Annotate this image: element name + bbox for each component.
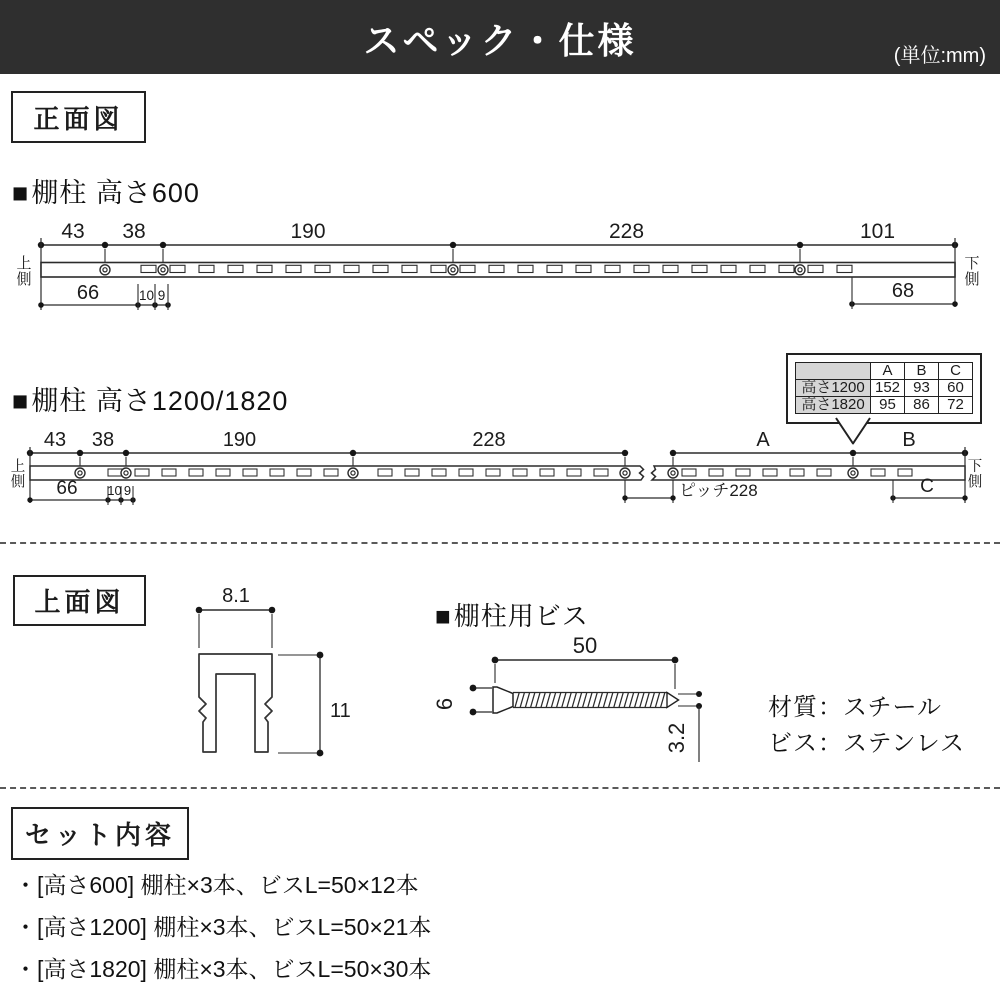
callout-pointer-icon: [833, 416, 873, 446]
dim-line: [531, 693, 535, 708]
dim-label: 190: [290, 220, 326, 243]
dim-line: [562, 693, 566, 708]
dim-dot: [350, 450, 356, 456]
screw-tip: [667, 693, 679, 708]
screw-hole-icon: [451, 268, 455, 272]
slot: [459, 469, 473, 476]
slot: [405, 469, 419, 476]
dim-dot: [622, 495, 627, 500]
dim-dot: [492, 657, 499, 664]
dim-dot: [27, 497, 32, 502]
slot: [170, 265, 185, 272]
slot: [378, 469, 392, 476]
dim-label: 190: [222, 429, 257, 451]
dim-label: 側: [967, 474, 983, 491]
slot: [594, 469, 608, 476]
screw-head: [493, 687, 513, 713]
section-box-top-view: [13, 575, 146, 626]
slot: [663, 265, 678, 272]
dim-line: [588, 693, 592, 708]
dim-line: [629, 693, 633, 708]
slot: [871, 469, 885, 476]
filled-square-icon: ■: [12, 386, 30, 416]
slot: [634, 265, 649, 272]
slot: [763, 469, 777, 476]
dim-label: 66: [76, 282, 100, 304]
dim-line: [541, 693, 545, 708]
filled-square-icon: ■: [435, 601, 452, 631]
slot: [779, 265, 794, 272]
screw-diagram: [420, 630, 780, 770]
slot: [605, 265, 620, 272]
dim-label: 3.2: [664, 722, 689, 754]
dim-label: 側: [964, 271, 980, 288]
slot: [547, 265, 562, 272]
dim-line: [661, 693, 665, 708]
set-contents-label: セット内容: [24, 820, 175, 850]
dim-line: [520, 693, 524, 708]
section-box-front-view: [11, 91, 146, 143]
rail-body: [652, 466, 966, 480]
dim-label: 9: [123, 483, 132, 498]
dim-dot: [317, 750, 324, 757]
table-header-b: B: [905, 363, 939, 380]
slot: [518, 265, 533, 272]
screw-hole-icon: [351, 471, 355, 475]
screw-hole-icon: [78, 471, 82, 475]
slot: [790, 469, 804, 476]
dim-label: 101: [859, 220, 896, 243]
material-line-1: 材質：スチール: [768, 694, 943, 721]
slot: [709, 469, 723, 476]
front-view-label: 正面図: [33, 103, 124, 134]
dim-label: 11: [330, 700, 351, 722]
dim-label: 50: [572, 633, 598, 658]
slot: [432, 469, 446, 476]
slot: [216, 469, 230, 476]
heading-rail600: ■棚柱 高さ600: [12, 178, 200, 208]
dim-label: 9: [157, 288, 166, 303]
dim-label: 38: [91, 429, 115, 451]
dim-dot: [670, 495, 675, 500]
dim-label: 228: [608, 220, 645, 243]
table-header-a: A: [871, 363, 905, 380]
dim-line: [525, 693, 529, 708]
dim-dot: [77, 450, 83, 456]
page-title: スペック・仕様: [363, 20, 637, 61]
dim-line: [551, 693, 555, 708]
screw-hole-icon: [798, 268, 802, 272]
dim-dot: [450, 242, 456, 248]
list-item: ・[高さ600] 棚柱×3本、ビスL=50×12本: [14, 872, 419, 898]
slot: [513, 469, 527, 476]
slot: [402, 265, 417, 272]
slot: [270, 469, 284, 476]
dim-label: B: [902, 429, 916, 451]
dim-dot: [962, 495, 967, 500]
screw-hole-icon: [124, 471, 128, 475]
dim-line: [577, 693, 581, 708]
dim-line: [603, 693, 607, 708]
slot: [162, 469, 176, 476]
dim-label: 10: [107, 483, 122, 498]
slot: [373, 265, 388, 272]
unit-label: (単位:mm): [893, 45, 986, 67]
dim-label: 上: [16, 255, 32, 272]
screw-hole-icon: [161, 268, 165, 272]
dim-line: [583, 693, 587, 708]
screw-hole-icon: [623, 471, 627, 475]
dim-label: C: [920, 476, 934, 497]
set-contents-list: [14, 864, 431, 990]
dim-label: 下: [964, 255, 980, 272]
heading-rail1200-1820: ■棚柱 高さ1200/1820: [12, 386, 289, 416]
dim-label: 6: [432, 697, 457, 711]
channel-profile: [199, 654, 272, 752]
dashed-divider: [0, 787, 1000, 789]
dim-dot: [670, 450, 676, 456]
dim-line: [515, 693, 519, 708]
slot: [486, 469, 500, 476]
dim-line: [640, 693, 644, 708]
slot: [315, 265, 330, 272]
slot: [576, 265, 591, 272]
slot: [243, 469, 257, 476]
slot: [837, 265, 852, 272]
abc-dimension-table: [786, 353, 982, 424]
dim-line: [655, 693, 659, 708]
dim-line: [624, 693, 628, 708]
slot: [108, 469, 122, 476]
slot: [540, 469, 554, 476]
screw-hole-icon: [103, 268, 107, 272]
slot: [489, 265, 504, 272]
dim-label: 8.1: [222, 585, 250, 607]
slot: [721, 265, 736, 272]
table-row: 高さ1200 152 93 60: [796, 380, 973, 397]
dim-line: [572, 693, 576, 708]
slot: [228, 265, 243, 272]
slot: [460, 265, 475, 272]
dim-label: 43: [61, 220, 85, 243]
dim-label: ピッチ228: [679, 481, 758, 500]
dim-label: 68: [891, 280, 915, 302]
filled-square-icon: ■: [12, 178, 30, 208]
dim-label: 10: [138, 288, 155, 303]
slot: [324, 469, 338, 476]
heading-screw: ■棚柱用ビス: [435, 601, 589, 631]
dim-line: [546, 693, 550, 708]
dim-dot: [269, 607, 276, 614]
dim-dot: [160, 242, 166, 248]
table-header-c: C: [939, 363, 973, 380]
table-header-empty: [796, 363, 871, 380]
slot: [141, 265, 156, 272]
dim-dot: [470, 709, 477, 716]
dim-label: A: [756, 429, 770, 451]
dim-label: 66: [56, 478, 78, 499]
slot: [898, 469, 912, 476]
top-view-label: 上面図: [34, 587, 125, 617]
dim-dot: [672, 657, 679, 664]
dim-dot: [470, 685, 477, 692]
dim-line: [593, 693, 597, 708]
slot: [750, 265, 765, 272]
table-row: 高さ1820 95 86 72: [796, 397, 973, 414]
slot: [199, 265, 214, 272]
dim-label: 43: [43, 429, 67, 451]
dim-line: [598, 693, 602, 708]
rail600-diagram: [0, 210, 1000, 325]
slot: [297, 469, 311, 476]
dim-label: 下: [967, 459, 983, 475]
dim-line: [609, 693, 613, 708]
dim-dot: [196, 607, 203, 614]
slot: [431, 265, 446, 272]
dim-dot: [38, 302, 44, 308]
dim-label: 228: [472, 429, 506, 451]
dim-dot: [123, 450, 129, 456]
section-box-set-contents: [11, 807, 189, 860]
slot: [817, 469, 831, 476]
dim-label: 上: [10, 459, 26, 475]
slot: [189, 469, 203, 476]
dim-line: [614, 693, 618, 708]
dashed-divider: [0, 542, 1000, 544]
dim-line: [635, 693, 639, 708]
dim-dot: [696, 691, 702, 697]
dim-dot: [797, 242, 803, 248]
dim-dot: [317, 652, 324, 659]
screw-hole-icon: [671, 471, 675, 475]
dim-line: [557, 693, 561, 708]
screw-hole-icon: [851, 471, 855, 475]
dim-dot: [850, 450, 856, 456]
slot: [257, 265, 272, 272]
dim-dot: [952, 301, 958, 307]
slot: [692, 265, 707, 272]
slot: [286, 265, 301, 272]
list-item: ・[高さ1200] 棚柱×3本、ビスL=50×21本: [14, 914, 432, 940]
material-line-2: ビス：ステンレス: [768, 730, 965, 757]
dim-label: 側: [10, 474, 26, 491]
slot: [344, 265, 359, 272]
slot: [682, 469, 696, 476]
dim-dot: [102, 242, 108, 248]
dim-line: [567, 693, 571, 708]
dim-line: [650, 693, 654, 708]
slot: [808, 265, 823, 272]
slot: [135, 469, 149, 476]
dim-dot: [622, 450, 628, 456]
dim-label: 側: [16, 271, 32, 288]
header-bar: [0, 0, 1000, 74]
dim-line: [536, 693, 540, 708]
slot: [736, 469, 750, 476]
list-item: ・[高さ1820] 棚柱×3本、ビスL=50×30本: [14, 956, 432, 982]
dim-line: [645, 693, 649, 708]
dim-line: [619, 693, 623, 708]
rail-cross-section-diagram: [170, 575, 400, 780]
dim-label: 38: [122, 220, 146, 243]
slot: [567, 469, 581, 476]
